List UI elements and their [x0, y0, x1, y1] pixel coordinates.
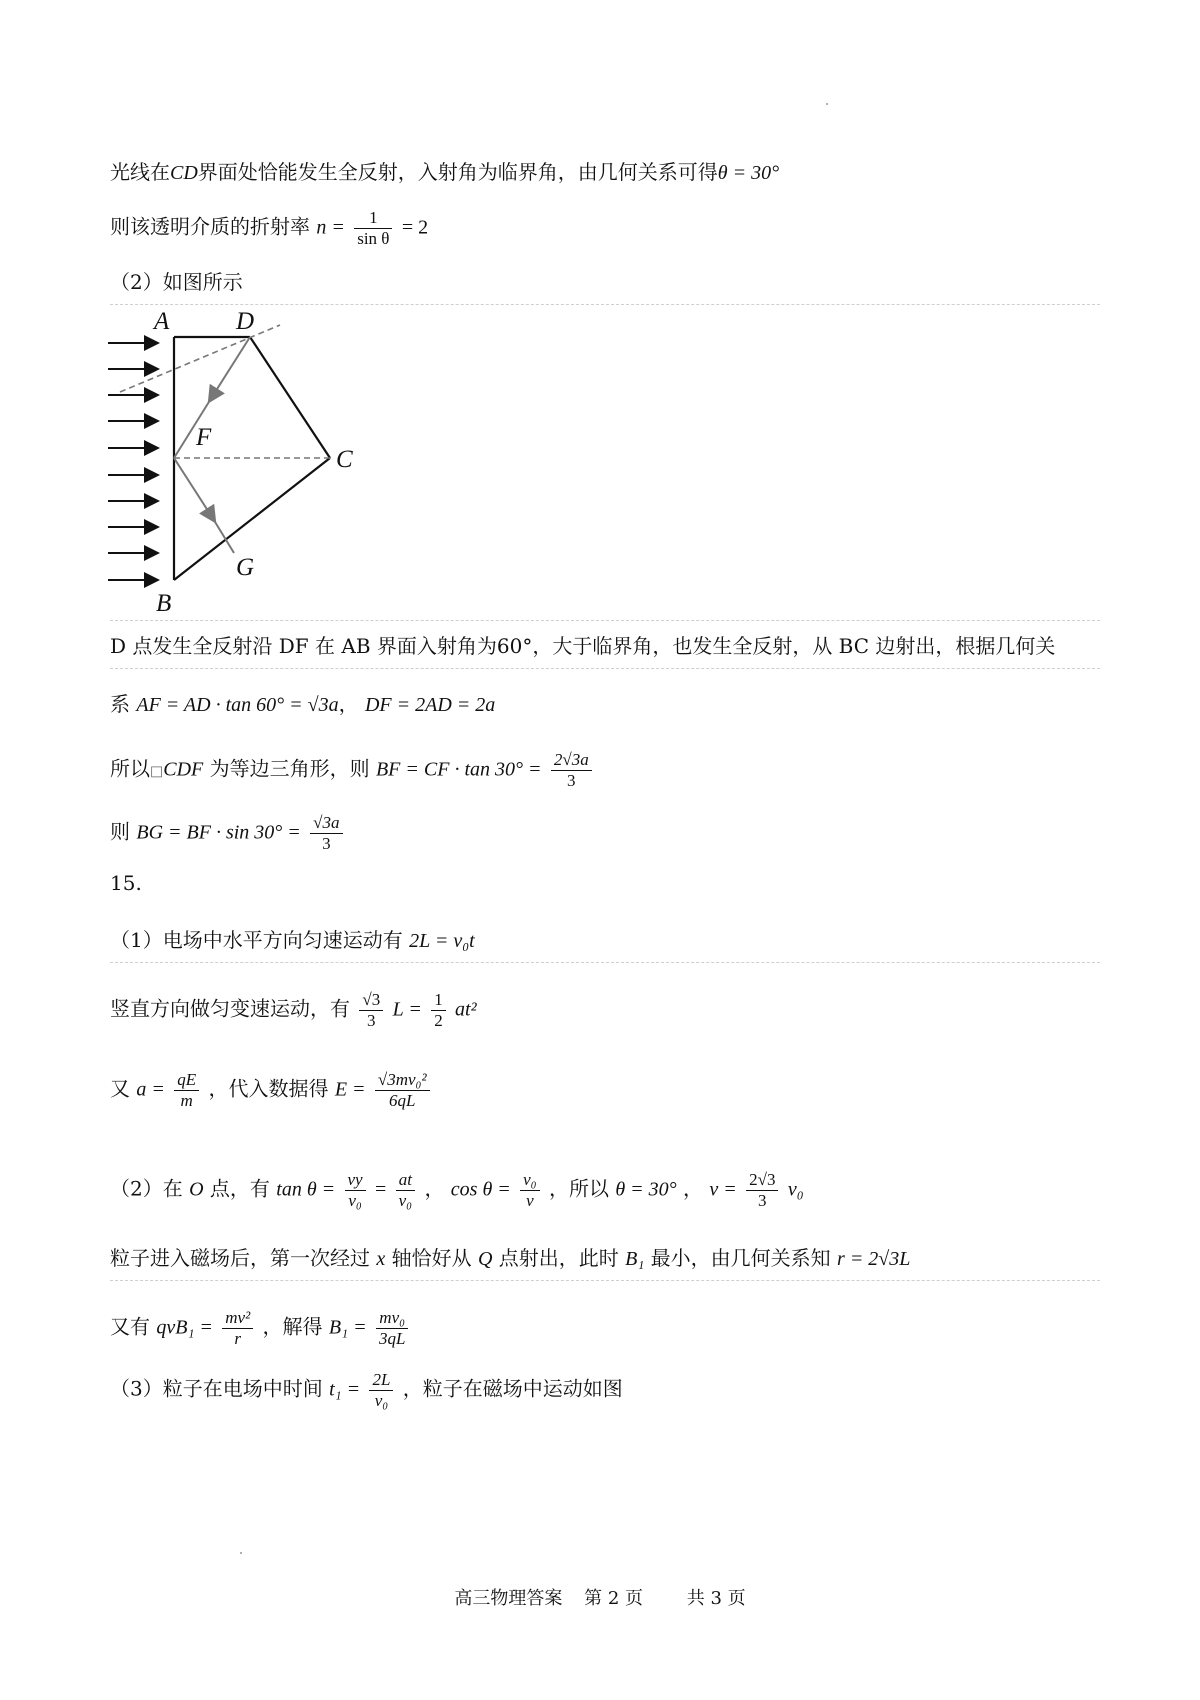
- math-o: O: [189, 1178, 204, 1201]
- fraction: [375, 1070, 430, 1110]
- math-at2: at²: [455, 998, 477, 1021]
- math-v: v =: [709, 1178, 737, 1201]
- line-equilateral: [110, 750, 595, 790]
- frac-den: v₀: [398, 1190, 413, 1210]
- frac-den: v₀: [348, 1190, 362, 1210]
- page-footer: [0, 1584, 1200, 1610]
- missing-glyph: □: [150, 763, 164, 780]
- frac-den: v: [526, 1190, 534, 1210]
- math-a: a =: [136, 1078, 165, 1101]
- math-l: L =: [392, 998, 422, 1021]
- math-2l: 2L = v₀t: [409, 930, 475, 952]
- frac-den: 6qL: [389, 1090, 416, 1110]
- text: 所以: [110, 756, 150, 781]
- sep: ，: [424, 1176, 445, 1201]
- frac-num: √3mv₀²: [375, 1070, 430, 1091]
- line-af-df: [110, 694, 495, 715]
- text: 轴恰好从: [391, 1246, 472, 1270]
- math-bg: BG = BF · sin 30° =: [136, 821, 301, 844]
- frac-num: √3: [359, 990, 383, 1011]
- fraction: [345, 1170, 366, 1210]
- frac-num: √3a: [310, 813, 342, 834]
- text: ，所以: [548, 1176, 609, 1201]
- text: 点射出，此时: [498, 1246, 619, 1270]
- text: （2）在: [110, 1176, 183, 1201]
- math-eq: =: [374, 1178, 387, 1201]
- line-vertical-motion: [110, 990, 477, 1030]
- question-number: [110, 873, 142, 893]
- line-horizontal-motion: [110, 930, 475, 951]
- text: 点，有: [209, 1176, 270, 1201]
- text: 光线在: [110, 160, 170, 184]
- footer-total: 共 3 页: [686, 1588, 746, 1609]
- math-v0: v₀: [787, 1178, 804, 1201]
- text: D 点发生全反射沿 DF 在 AB 界面入射角为60°，大于临界角，也发生全反射，从 BC 边射出，根据几何关: [110, 634, 1056, 658]
- dashed-rule: [110, 668, 1100, 669]
- sep: ，: [683, 1176, 704, 1201]
- math-cd: CD: [170, 162, 198, 184]
- frac-den: 3: [367, 1010, 376, 1030]
- frac-num: 2√3a: [551, 750, 592, 771]
- dashed-rule: [110, 1280, 1100, 1281]
- line-refractive-index: [110, 208, 428, 248]
- text: 又有: [110, 1314, 150, 1339]
- math-r: r = 2√3L: [837, 1248, 911, 1270]
- line-point-o: [110, 1170, 804, 1210]
- text: 又: [110, 1076, 130, 1101]
- fraction: [354, 208, 392, 248]
- text: （1）电场中水平方向匀速运动有: [110, 928, 403, 952]
- line-reflection-d: [110, 636, 1055, 656]
- math-result: = 2: [401, 216, 429, 239]
- text: ，粒子在磁场中运动如图: [402, 1376, 623, 1401]
- math-t1: t₁ =: [329, 1378, 361, 1401]
- frac-den: r: [234, 1328, 242, 1348]
- label-g: G: [236, 554, 255, 581]
- label-d: D: [236, 308, 255, 335]
- math-n: n =: [316, 216, 345, 239]
- stray-dot-top: [826, 103, 828, 105]
- math-tan: tan θ =: [276, 1178, 336, 1201]
- dashed-rule: [110, 620, 1100, 621]
- math-df: DF = 2AD = 2a: [364, 694, 496, 716]
- math-b1: B₁: [625, 1248, 645, 1270]
- fraction: [431, 990, 446, 1030]
- line-magnetic-entry: [110, 1248, 910, 1269]
- frac-num: mv₀: [376, 1308, 408, 1329]
- frac-den: 3: [567, 770, 576, 790]
- text: 竖直方向做匀变速运动，有: [110, 996, 350, 1021]
- sep: ，: [338, 692, 359, 716]
- footer-page: 第 2 页: [584, 1588, 643, 1609]
- fraction: [369, 1370, 393, 1410]
- text: 为等边三角形，则: [209, 756, 370, 781]
- label-f: F: [196, 424, 212, 451]
- math-b1: B₁ =: [328, 1316, 367, 1339]
- frac-num: 2L: [369, 1370, 393, 1391]
- frac-den: m: [180, 1090, 193, 1110]
- line-solve-b1: [110, 1308, 411, 1348]
- line-part3: [110, 1370, 623, 1410]
- text: 则该透明介质的折射率: [110, 214, 310, 239]
- math-af: AF = AD · tan 60° = √3a: [136, 694, 339, 716]
- frac-num: vy: [345, 1170, 366, 1191]
- fraction: [520, 1170, 539, 1210]
- text: ，代入数据得: [208, 1076, 329, 1101]
- line-field-strength: [110, 1070, 433, 1110]
- footer-subject: 高三物理答案: [454, 1588, 563, 1609]
- frac-den: v₀: [374, 1390, 389, 1410]
- fraction: [359, 990, 383, 1030]
- math-qvb: qvB₁ =: [156, 1316, 213, 1339]
- frac-num: at: [396, 1170, 415, 1191]
- math-cdf: CDF: [163, 758, 204, 781]
- frac-num: v₀: [520, 1170, 539, 1191]
- dashed-rule: [110, 962, 1100, 963]
- text: 粒子进入磁场后，第一次经过: [110, 1246, 370, 1270]
- text: 最小，由几何关系知: [650, 1246, 831, 1270]
- fraction: [310, 813, 342, 853]
- text: （3）粒子在电场中时间: [110, 1376, 323, 1401]
- frac-den: 3: [758, 1190, 767, 1210]
- text: 系: [110, 692, 130, 716]
- text: 则: [110, 819, 130, 844]
- label-b: B: [156, 590, 172, 615]
- fraction: [376, 1308, 408, 1348]
- text: 界面处恰能发生全反射，入射角为临界角，由几何关系可得: [197, 160, 718, 184]
- fraction: [396, 1170, 415, 1210]
- label-a: A: [154, 308, 170, 335]
- label-c: C: [336, 446, 353, 473]
- math-bf: BF = CF · tan 30° =: [375, 758, 542, 781]
- line-part2-heading: [110, 272, 243, 292]
- text: （2）如图所示: [110, 270, 243, 294]
- frac-num: qE: [174, 1070, 199, 1091]
- fraction: [551, 750, 592, 790]
- light-path: [174, 337, 250, 553]
- frac-num: 2√3: [746, 1170, 778, 1191]
- fraction: [174, 1070, 199, 1110]
- frac-den: 3qL: [378, 1328, 406, 1348]
- prism-diagram: [100, 305, 360, 615]
- math-q: Q: [477, 1248, 493, 1270]
- line-total-reflection: [110, 162, 779, 183]
- text: 15.: [110, 871, 142, 895]
- frac-num: mv²: [222, 1308, 253, 1329]
- fraction: [222, 1308, 253, 1348]
- frac-num: 1: [354, 208, 392, 229]
- frac-den: 2: [434, 1010, 443, 1030]
- math-theta: θ = 30°: [615, 1178, 677, 1201]
- line-bg: [110, 813, 346, 853]
- normal-dashed-d: [120, 325, 280, 392]
- frac-den: sin θ: [357, 228, 390, 248]
- fraction: [746, 1170, 778, 1210]
- math-cos: cos θ =: [450, 1178, 511, 1201]
- math-theta: θ = 30°: [717, 162, 780, 184]
- frac-den: 3: [322, 833, 331, 853]
- text: ，解得: [262, 1314, 323, 1339]
- math-e: E =: [334, 1078, 366, 1101]
- frac-num: 1: [431, 990, 446, 1011]
- stray-dot-bottom: [240, 1552, 242, 1554]
- math-x: x: [376, 1248, 386, 1270]
